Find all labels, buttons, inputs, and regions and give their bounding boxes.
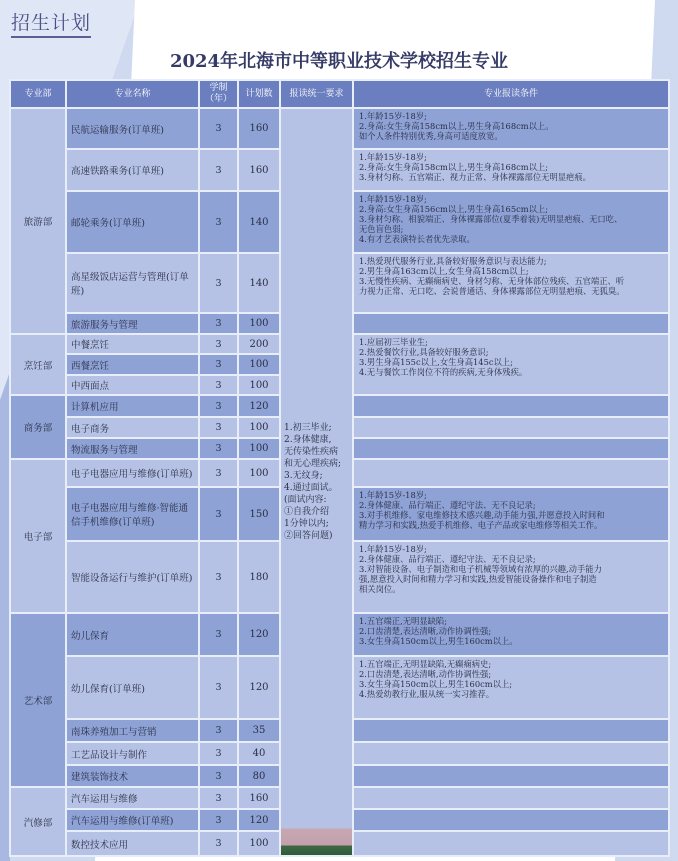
plan-cell: 100: [239, 376, 279, 394]
condition-line: 1.五官端正,无明显缺陷;: [359, 616, 448, 626]
enrollment-table: [9, 79, 670, 857]
major-name: 工艺品设计与制作: [67, 743, 198, 764]
major-name: 南珠养殖加工与营销: [67, 720, 198, 741]
major-name: 计算机应用: [67, 396, 198, 416]
plan-cell: 40: [239, 743, 279, 764]
conditions-cell: [354, 743, 668, 764]
condition-line: 3.对智能设备、电子制造和电子机械等领域有浓厚的兴趣,动手能力: [359, 564, 602, 574]
condition-line: 2.男生身高163cm以上,女生身高158cm以上;: [359, 266, 529, 276]
conditions-cell: [354, 542, 668, 612]
conditions-cell: [354, 254, 668, 312]
condition-line: 2.口齿清楚,表达清晰,动作协调性强;: [359, 669, 492, 679]
plan-cell: 160: [239, 150, 279, 190]
plan-cell: 100: [239, 355, 279, 374]
conditions-cell: [354, 810, 668, 830]
major-name: 建筑装饰技术: [67, 766, 198, 786]
uniform-line: 1分钟以内;: [284, 519, 329, 529]
condition-line: 2.身高:女生身高156cm以上,男生身高165cm以上;: [359, 204, 549, 214]
condition-line: 1.年龄15岁-18岁;: [359, 194, 427, 204]
major-name: 汽车运用与维修: [67, 788, 198, 808]
years-cell: 3: [200, 150, 237, 190]
uniform-line: 2.身体健康,: [284, 435, 332, 445]
condition-line: 1.年龄15岁-18岁;: [359, 490, 427, 500]
condition-line: 3.男生身高155c以上,女生身高145c以上;: [359, 357, 513, 367]
years-cell: 3: [200, 810, 237, 830]
uniform-line: 1.初三毕业;: [284, 423, 332, 433]
major-name: 电子商务: [67, 418, 198, 437]
years-cell: 3: [200, 192, 237, 252]
condition-line: 3.女生身高150cm以上,男生160cm以上;: [359, 679, 513, 689]
uniform-line: ②回答问题): [284, 531, 333, 541]
years-cell: 3: [200, 314, 237, 333]
department-cell: 商务部: [11, 396, 65, 458]
condition-line: 1.年龄15岁-18岁;: [359, 152, 427, 162]
major-name: 物流服务与管理: [67, 439, 198, 458]
years-cell: 3: [200, 439, 237, 458]
major-name: 电子电器应用与维修·智能通信手机维修(订单班): [67, 488, 198, 540]
years-cell: 3: [200, 396, 237, 416]
plan-cell: 160: [239, 109, 279, 148]
conditions-cell: [354, 614, 668, 655]
conditions-cell: [354, 396, 668, 416]
header-dept: 专业部: [11, 81, 65, 107]
header-conditions: 专业报读条件: [354, 81, 668, 107]
condition-line: 1.应届初三毕业生;: [359, 337, 428, 347]
condition-line: 1.五官端正,无明显缺陷,无癫痫病史;: [359, 659, 492, 669]
years-cell: 3: [200, 720, 237, 741]
condition-line: 2.热爱餐饮行业,具备较好服务意识;: [359, 347, 489, 357]
condition-line: 4.有才艺表演特长者优先录取。: [359, 234, 475, 244]
years-cell: 3: [200, 766, 237, 786]
condition-line: 强,愿意投入时间和精力学习和实践,热爱智能设备操作和电子制造: [359, 574, 597, 584]
years-cell: 3: [200, 788, 237, 808]
conditions-cell: [354, 788, 668, 808]
plan-cell: 150: [239, 488, 279, 540]
years-cell: 3: [200, 418, 237, 437]
condition-line: 3.无慢性疾病、无癫痫病史、身材匀称、无身体部位残疾、五官端正、听: [359, 276, 625, 286]
department-cell: 烹饪部: [11, 335, 65, 394]
condition-line: 1.热爱现代服务行业,具备较好服务意识与表达能力;: [359, 256, 547, 266]
condition-line: 2.口齿清楚,表达清晰,动作协调性强;: [359, 626, 492, 636]
condition-line: 3.女生身高150cm以上,男生160cm以上。: [359, 636, 518, 646]
conditions-cell: [354, 460, 668, 486]
major-name: 汽车运用与维修(订单班): [67, 810, 198, 830]
conditions-cell: [354, 832, 668, 855]
years-cell: 3: [200, 488, 237, 540]
condition-line: 3.对手机维修、家电维修技术感兴趣,动手能力强,并愿意投入时间和: [359, 510, 605, 520]
uniform-requirements: [281, 109, 352, 855]
years-cell: 3: [200, 376, 237, 394]
conditions-cell: [354, 766, 668, 786]
conditions-cell: [354, 335, 668, 394]
condition-line: 1.年龄15岁-18岁;: [359, 544, 427, 554]
major-name: 电子电器应用与维修(订单班): [67, 460, 198, 486]
condition-line: 相关岗位。: [359, 584, 401, 594]
condition-line: 2.身体健康、品行端正、遵纪守法、无不良记录;: [359, 554, 536, 564]
department-cell: 电子部: [11, 460, 65, 612]
uniform-line: 4.通过面试。: [284, 483, 338, 493]
condition-line: 无色盲色弱;: [359, 224, 404, 234]
conditions-cell: [354, 109, 668, 148]
plan-cell: 100: [239, 832, 279, 855]
major-name: 旅游服务与管理: [67, 314, 198, 333]
years-cell: 3: [200, 743, 237, 764]
conditions-cell: [354, 314, 668, 333]
page-title: 2024年北海市中等职业技术学校招生专业: [169, 51, 509, 72]
major-name: 幼儿保育: [67, 614, 198, 655]
header-years: 学制（年）: [200, 81, 237, 107]
plan-cell: 180: [239, 542, 279, 612]
years-cell: 3: [200, 657, 237, 718]
condition-line: 1.年龄15岁-18岁;: [359, 111, 427, 121]
plan-cell: 200: [239, 335, 279, 353]
uniform-line: 无传染性疾病: [284, 447, 339, 457]
condition-line: 力视力正常、无口吃、会说普通话、身体裸露部位无明显疤痕、无狐臭。: [359, 286, 625, 296]
department-cell: 旅游部: [11, 109, 65, 333]
conditions-cell: [354, 439, 668, 458]
plan-cell: 100: [239, 314, 279, 333]
conditions-cell: [354, 418, 668, 437]
major-name: 中西面点: [67, 376, 198, 394]
conditions-cell: [354, 192, 668, 252]
header-name: 专业名称: [67, 81, 198, 107]
plan-cell: 140: [239, 192, 279, 252]
table-row: [11, 109, 668, 148]
plan-cell: 120: [239, 396, 279, 416]
plan-cell: 80: [239, 766, 279, 786]
major-name: 民航运输服务(订单班): [67, 109, 198, 148]
plan-cell: 100: [239, 418, 279, 437]
uniform-text: [284, 422, 349, 542]
years-cell: 3: [200, 109, 237, 148]
major-name: 高星级饭店运营与管理(订单班): [67, 254, 198, 312]
conditions-cell: [354, 720, 668, 741]
condition-line: 如个人条件特别优秀,身高可适度放宽。: [359, 131, 503, 141]
plan-cell: 160: [239, 788, 279, 808]
condition-line: 2.身高:女生身高158cm以上,男生身高168cm以上。: [359, 121, 554, 131]
conditions-cell: [354, 150, 668, 190]
condition-line: 4.无与餐饮工作岗位不符的疾病,无身体残疾。: [359, 367, 528, 377]
major-name: 西餐烹饪: [67, 355, 198, 374]
years-cell: 3: [200, 335, 237, 353]
plan-cell: 140: [239, 254, 279, 312]
years-cell: 3: [200, 614, 237, 655]
condition-line: 3.身材匀称、相貌端正、身体裸露部位(夏季着装)无明显疤痕、无口吃、: [359, 214, 623, 224]
years-cell: 3: [200, 460, 237, 486]
plan-cell: 120: [239, 657, 279, 718]
uniform-line: (面试内容:: [284, 495, 327, 505]
department-cell: 艺术部: [11, 614, 65, 786]
condition-line: 精力学习和实践,热爱手机维修、电子产品或家电维修等相关工作。: [359, 520, 603, 530]
school-building-image: [281, 817, 352, 855]
years-cell: 3: [200, 355, 237, 374]
plan-cell: 100: [239, 460, 279, 486]
years-cell: 3: [200, 254, 237, 312]
major-name: 数控技术应用: [67, 832, 198, 855]
section-title: 招生计划: [11, 8, 91, 38]
condition-line: 2.身高:女生身高158cm以上,男生身高168cm以上;: [359, 162, 549, 172]
condition-line: 3.身材匀称、五官端正、视力正常、身体裸露部位无明显疤痕。: [359, 172, 591, 182]
uniform-line: ①自我介绍: [284, 507, 330, 517]
major-name: 智能设备运行与维护(订单班): [67, 542, 198, 612]
major-name: 幼儿保育(订单班): [67, 657, 198, 718]
uniform-line: 3.无纹身;: [284, 471, 323, 481]
conditions-cell: [354, 488, 668, 540]
department-cell: 汽修部: [11, 788, 65, 855]
condition-line: 2.身体健康、品行端正、遵纪守法、无不良记录;: [359, 500, 536, 510]
major-name: 邮轮乘务(订单班): [67, 192, 198, 252]
header-plan: 计划数: [239, 81, 279, 107]
condition-line: 4.热爱幼教行业,服从统一实习推荐。: [359, 689, 495, 699]
plan-cell: 120: [239, 614, 279, 655]
conditions-cell: [354, 657, 668, 718]
plan-cell: 120: [239, 810, 279, 830]
major-name: 高速铁路乘务(订单班): [67, 150, 198, 190]
header-uniform: 报读统一要求: [281, 81, 352, 107]
plan-cell: 35: [239, 720, 279, 741]
uniform-line: 和无心理疾病;: [284, 459, 342, 469]
table-header: [11, 81, 668, 107]
major-name: 中餐烹饪: [67, 335, 198, 353]
plan-cell: 100: [239, 439, 279, 458]
years-cell: 3: [200, 542, 237, 612]
years-cell: 3: [200, 832, 237, 855]
